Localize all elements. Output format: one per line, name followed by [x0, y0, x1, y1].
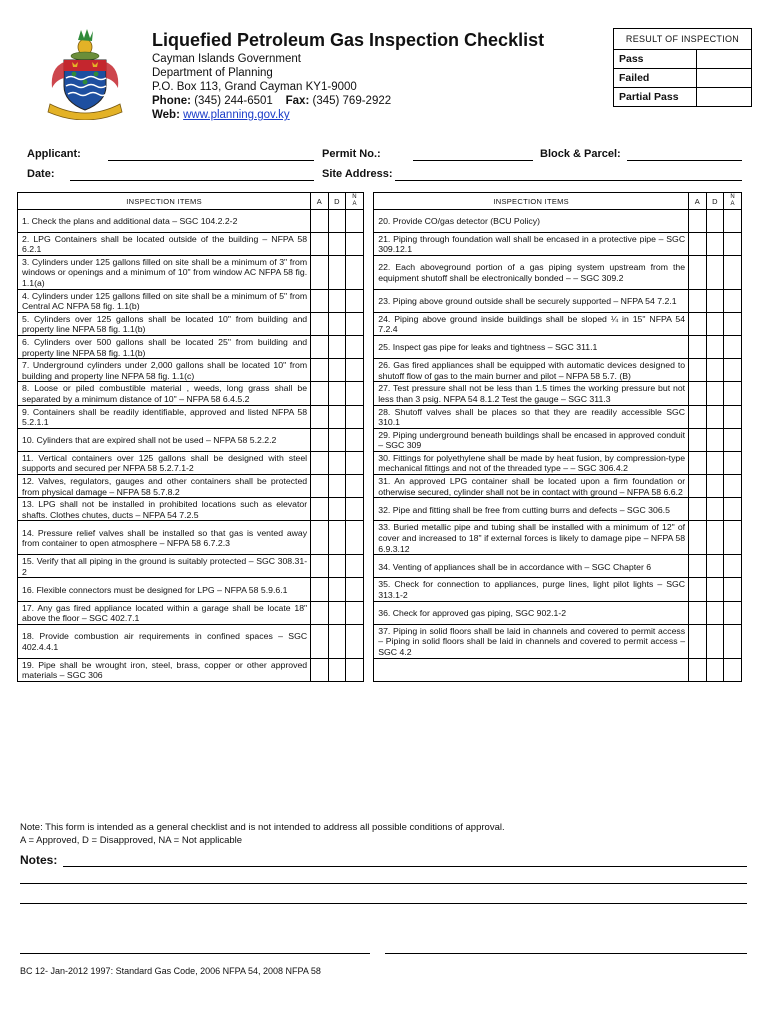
- permit-label: Permit No.:: [322, 148, 381, 160]
- right-approved-checkbox[interactable]: [689, 521, 707, 555]
- cayman-coat-of-arms-logo: [42, 28, 128, 120]
- date-field[interactable]: [70, 180, 314, 181]
- web-label: Web:: [152, 109, 180, 121]
- left-approved-checkbox[interactable]: [311, 658, 329, 681]
- left-na-checkbox[interactable]: [346, 255, 364, 289]
- block-parcel-label: Block & Parcel:: [540, 148, 621, 160]
- table-row: [18, 405, 742, 428]
- right-approved-checkbox[interactable]: [689, 382, 707, 405]
- right-disapproved-checkbox[interactable]: [706, 359, 724, 382]
- table-row: [18, 521, 742, 555]
- table-row: [18, 451, 742, 474]
- department-name: Department of Planning: [152, 67, 273, 79]
- fax-label: Fax:: [285, 95, 310, 107]
- right-inspection-item: 27. Test pressure shall not be less than 1.5 times the working pressure but not less than 3 psig. NFPA 54 8.1.2 Test the gauge – SGC 311.3: [374, 382, 689, 405]
- left-inspection-item: 1. Check the plans and additional data – SGC 104.2.2-2: [18, 210, 311, 233]
- left-approved-checkbox[interactable]: [311, 405, 329, 428]
- left-approved-checkbox[interactable]: [311, 335, 329, 358]
- table-row: [18, 428, 742, 451]
- left-items-header: INSPECTION ITEMS: [18, 193, 311, 210]
- left-disapproved-checkbox[interactable]: [328, 555, 346, 578]
- result-pass-label: Pass: [614, 50, 697, 69]
- right-na-checkbox[interactable]: [724, 428, 742, 451]
- right-disapproved-checkbox[interactable]: [706, 624, 724, 658]
- left-disapproved-checkbox[interactable]: [328, 359, 346, 382]
- result-partial-pass-label: Partial Pass: [614, 88, 697, 107]
- phone-label: Phone:: [152, 95, 191, 107]
- column-gap: [363, 555, 373, 578]
- left-na-checkbox[interactable]: [346, 451, 364, 474]
- left-na-checkbox[interactable]: [346, 521, 364, 555]
- left-na-checkbox[interactable]: [346, 601, 364, 624]
- column-gap: [363, 475, 373, 498]
- column-gap: [363, 601, 373, 624]
- right-approved-checkbox[interactable]: [689, 312, 707, 335]
- left-inspection-item: 5. Cylinders over 125 gallons shall be located 10" from building and property line NFPA 58 fig. 1.1(b): [18, 312, 311, 335]
- fax-number: (345) 769-2922: [312, 95, 392, 107]
- right-na-checkbox[interactable]: [724, 555, 742, 578]
- left-na-checkbox[interactable]: [346, 405, 364, 428]
- right-disapproved-checkbox[interactable]: [706, 521, 724, 555]
- right-approved-checkbox[interactable]: [689, 578, 707, 601]
- column-gap: [363, 232, 373, 255]
- right-na-checkbox[interactable]: [724, 255, 742, 289]
- right-inspection-item: 30. Fittings for polyethylene shall be made by heat fusion, by compression-type mechanical fittings and not of the threaded type – – SGC 306.4.2: [374, 451, 689, 474]
- left-disapproved-header: D: [328, 193, 346, 210]
- right-disapproved-checkbox[interactable]: [706, 405, 724, 428]
- table-row: [18, 255, 742, 289]
- left-approved-checkbox[interactable]: [311, 578, 329, 601]
- right-na-header: N A: [724, 193, 742, 210]
- right-na-checkbox[interactable]: [724, 624, 742, 658]
- right-inspection-item: 35. Check for connection to appliances, purge lines, light pilot lights – SGC 313.1-2: [374, 578, 689, 601]
- site-address-label: Site Address:: [322, 168, 393, 180]
- left-approved-checkbox[interactable]: [311, 475, 329, 498]
- right-approved-checkbox[interactable]: [689, 232, 707, 255]
- right-inspection-item: 28. Shutoff valves shall be places so that they are readily accessible SGC 310.1: [374, 405, 689, 428]
- result-failed-label: Failed: [614, 69, 697, 88]
- right-disapproved-checkbox[interactable]: [706, 210, 724, 233]
- right-na-checkbox[interactable]: [724, 210, 742, 233]
- right-disapproved-checkbox[interactable]: [706, 498, 724, 521]
- column-gap: [363, 289, 373, 312]
- left-disapproved-checkbox[interactable]: [328, 405, 346, 428]
- left-approved-checkbox[interactable]: [311, 451, 329, 474]
- right-inspection-item: 25. Inspect gas pipe for leaks and tightness – SGC 311.1: [374, 335, 689, 358]
- column-gap: [363, 405, 373, 428]
- right-items-header: INSPECTION ITEMS: [374, 193, 689, 210]
- postal-address: P.O. Box 113, Grand Cayman KY1-9000: [152, 81, 357, 93]
- right-na-checkbox[interactable]: [724, 498, 742, 521]
- left-disapproved-checkbox[interactable]: [328, 382, 346, 405]
- table-row: [18, 289, 742, 312]
- left-disapproved-checkbox[interactable]: [328, 658, 346, 681]
- left-na-checkbox[interactable]: [346, 658, 364, 681]
- table-row: [18, 498, 742, 521]
- phone-fax-line: [152, 95, 391, 107]
- right-disapproved-checkbox[interactable]: [706, 255, 724, 289]
- left-disapproved-checkbox[interactable]: [328, 428, 346, 451]
- left-approved-checkbox[interactable]: [311, 232, 329, 255]
- right-na-checkbox[interactable]: [724, 521, 742, 555]
- applicant-field[interactable]: [108, 160, 314, 161]
- column-gap: [363, 428, 373, 451]
- column-gap: [363, 335, 373, 358]
- left-inspection-item: 14. Pressure relief valves shall be installed so that gas is vented away from container to open atmosphere – NFPA 58 6.7.2.3: [18, 521, 311, 555]
- right-disapproved-checkbox[interactable]: [706, 232, 724, 255]
- left-na-checkbox[interactable]: [346, 289, 364, 312]
- left-inspection-item: 11. Vertical containers over 125 gallons shall be designed with steel supports and secured per NFPA 58 5.2.7.1-2: [18, 451, 311, 474]
- left-inspection-item: 8. Loose or piled combustible material , weeds, long grass shall be separated by a minimum distance of 10" – NFPA 58 6.4.5.2: [18, 382, 311, 405]
- left-na-checkbox[interactable]: [346, 335, 364, 358]
- right-disapproved-checkbox[interactable]: [706, 382, 724, 405]
- left-approved-checkbox[interactable]: [311, 289, 329, 312]
- left-inspection-item: 6. Cylinders over 500 gallons shall be located 25" from building and property line NFPA 58 fig. 1.1(b): [18, 335, 311, 358]
- right-disapproved-checkbox[interactable]: [706, 578, 724, 601]
- left-inspection-item: 18. Provide combustion air requirements in confined spaces – SGC 402.4.4.1: [18, 624, 311, 658]
- table-row: [18, 312, 742, 335]
- left-approved-checkbox[interactable]: [311, 498, 329, 521]
- right-approved-checkbox[interactable]: [689, 475, 707, 498]
- right-disapproved-checkbox[interactable]: [706, 475, 724, 498]
- right-inspection-item: 36. Check for approved gas piping, SGC 902.1-2: [374, 601, 689, 624]
- right-inspection-item: 33. Buried metallic pipe and tubing shall be installed with a minimum of 12" of cover and increased to 18" if external forces is likely to damage pipe – NFPA 58 6.9.3.12: [374, 521, 689, 555]
- table-row: [18, 658, 742, 681]
- block-parcel-field[interactable]: [627, 160, 742, 161]
- left-inspection-item: 17. Any gas fired appliance located within a garage shall be locate 18" above the floor – SGC 402.7.1: [18, 601, 311, 624]
- right-approved-checkbox[interactable]: [689, 658, 707, 681]
- right-approved-checkbox[interactable]: [689, 335, 707, 358]
- left-disapproved-checkbox[interactable]: [328, 335, 346, 358]
- column-gap: [363, 658, 373, 681]
- left-approved-checkbox[interactable]: [311, 624, 329, 658]
- column-gap: [363, 255, 373, 289]
- left-approved-header: A: [311, 193, 329, 210]
- notes-label: Notes:: [20, 853, 58, 867]
- right-na-checkbox[interactable]: [724, 451, 742, 474]
- right-approved-checkbox[interactable]: [689, 451, 707, 474]
- result-heading: RESULT OF INSPECTION: [614, 29, 752, 50]
- left-inspection-item: 2. LPG Containers shall be located outside of the building – NFPA 58 6.2.1: [18, 232, 311, 255]
- left-na-header: N A: [346, 193, 364, 210]
- left-disapproved-checkbox[interactable]: [328, 578, 346, 601]
- left-inspection-item: 15. Verify that all piping in the ground is suitably protected – SGC 308.31-2: [18, 555, 311, 578]
- right-inspection-item: 26. Gas fired appliances shall be equipped with automatic devices designed to shutoff flow of gas to the main burner and pilot – NFPA 58 5.7. (B): [374, 359, 689, 382]
- right-inspection-item: 34. Venting of appliances shall be in accordance with – SGC Chapter 6: [374, 555, 689, 578]
- code-reference-footer: BC 12- Jan-2012 1997: Standard Gas Code, 2006 NFPA 54, 2008 NFPA 58: [20, 966, 321, 976]
- right-na-checkbox[interactable]: [724, 405, 742, 428]
- right-disapproved-checkbox[interactable]: [706, 555, 724, 578]
- column-gap: [363, 451, 373, 474]
- right-approved-checkbox[interactable]: [689, 498, 707, 521]
- right-inspection-item: 32. Pipe and fitting shall be free from cutting burrs and defects – SGC 306.5: [374, 498, 689, 521]
- left-approved-checkbox[interactable]: [311, 210, 329, 233]
- table-row: [18, 578, 742, 601]
- right-na-checkbox[interactable]: [724, 382, 742, 405]
- table-row: [18, 601, 742, 624]
- left-disapproved-checkbox[interactable]: [328, 624, 346, 658]
- right-disapproved-header: D: [706, 193, 724, 210]
- right-approved-checkbox[interactable]: [689, 624, 707, 658]
- inspection-items-table: [17, 192, 742, 682]
- left-approved-checkbox[interactable]: [311, 359, 329, 382]
- right-disapproved-checkbox[interactable]: [706, 601, 724, 624]
- right-inspection-item: 20. Provide CO/gas detector (BCU Policy): [374, 210, 689, 233]
- right-disapproved-checkbox[interactable]: [706, 658, 724, 681]
- left-approved-checkbox[interactable]: [311, 521, 329, 555]
- left-na-checkbox[interactable]: [346, 498, 364, 521]
- right-disapproved-checkbox[interactable]: [706, 428, 724, 451]
- left-approved-checkbox[interactable]: [311, 312, 329, 335]
- table-row: [18, 359, 742, 382]
- left-na-checkbox[interactable]: [346, 210, 364, 233]
- left-disapproved-checkbox[interactable]: [328, 232, 346, 255]
- left-inspection-item: 12. Valves, regulators, gauges and other containers shall be protected from physical damage – NFPA 58 5.7.8.2: [18, 475, 311, 498]
- right-na-checkbox[interactable]: [724, 658, 742, 681]
- left-disapproved-checkbox[interactable]: [328, 498, 346, 521]
- left-disapproved-checkbox[interactable]: [328, 289, 346, 312]
- table-row: [18, 475, 742, 498]
- result-pass-box[interactable]: [697, 50, 752, 69]
- website-link[interactable]: www.planning.gov.ky: [183, 109, 290, 121]
- left-na-checkbox[interactable]: [346, 475, 364, 498]
- left-approved-checkbox[interactable]: [311, 382, 329, 405]
- table-row: [18, 232, 742, 255]
- right-na-checkbox[interactable]: [724, 601, 742, 624]
- general-checklist-note: Note: This form is intended as a general checklist and is not intended to address all possible conditions of approval.: [20, 822, 505, 833]
- right-approved-checkbox[interactable]: [689, 255, 707, 289]
- table-row: [18, 382, 742, 405]
- left-disapproved-checkbox[interactable]: [328, 521, 346, 555]
- column-gap: [363, 624, 373, 658]
- left-approved-checkbox[interactable]: [311, 555, 329, 578]
- column-gap: [363, 312, 373, 335]
- left-na-checkbox[interactable]: [346, 578, 364, 601]
- table-row: [18, 335, 742, 358]
- permit-field[interactable]: [413, 160, 533, 161]
- right-inspection-item: [374, 658, 689, 681]
- left-approved-checkbox[interactable]: [311, 601, 329, 624]
- left-approved-checkbox[interactable]: [311, 428, 329, 451]
- right-inspection-item: 31. An approved LPG container shall be located upon a firm foundation or otherwise secured, cylinder shall not be in contact with ground – NFPA 58 6.6.2: [374, 475, 689, 498]
- left-disapproved-checkbox[interactable]: [328, 601, 346, 624]
- site-address-field[interactable]: [395, 180, 742, 181]
- left-na-checkbox[interactable]: [346, 624, 364, 658]
- right-inspection-item: 29. Piping underground beneath buildings shall be encased in approved conduit – SGC 309: [374, 428, 689, 451]
- right-approved-checkbox[interactable]: [689, 405, 707, 428]
- left-inspection-item: 9. Containers shall be readily identifiable, approved and listed NFPA 58 5.2.1.1: [18, 405, 311, 428]
- right-na-checkbox[interactable]: [724, 335, 742, 358]
- right-inspection-item: 22. Each aboveground portion of a gas piping system upstream from the equipment shutoff shall be electronically bonded – – SGC 309.2: [374, 255, 689, 289]
- left-inspection-item: 10. Cylinders that are expired shall not be used – NFPA 58 5.2.2.2: [18, 428, 311, 451]
- left-inspection-item: 13. LPG shall not be installed in prohibited locations such as elevator shafts. Clothes chutes, ducts – NFPA 54 7.2.5: [18, 498, 311, 521]
- org-name: Cayman Islands Government: [152, 53, 301, 65]
- right-approved-checkbox[interactable]: [689, 555, 707, 578]
- result-of-inspection-box: [613, 28, 752, 107]
- left-na-checkbox[interactable]: [346, 382, 364, 405]
- document-title: Liquefied Petroleum Gas Inspection Checklist: [152, 30, 545, 50]
- left-na-checkbox[interactable]: [346, 428, 364, 451]
- left-disapproved-checkbox[interactable]: [328, 312, 346, 335]
- column-gap: [363, 210, 373, 233]
- left-approved-checkbox[interactable]: [311, 255, 329, 289]
- left-disapproved-checkbox[interactable]: [328, 475, 346, 498]
- left-disapproved-checkbox[interactable]: [328, 451, 346, 474]
- date-signature-line[interactable]: [385, 953, 747, 954]
- left-inspection-item: 7. Underground cylinders under 2,000 gallons shall be located 10" from building and property line NFPA 58 fig. 1.1(c): [18, 359, 311, 382]
- table-row: [18, 555, 742, 578]
- left-inspection-item: 4. Cylinders under 125 gallons filled on site shall be a minimum of 5" from Central AC NFPA 58 fig. 1.1(b): [18, 289, 311, 312]
- right-disapproved-checkbox[interactable]: [706, 312, 724, 335]
- column-gap: [363, 193, 373, 210]
- right-na-checkbox[interactable]: [724, 232, 742, 255]
- applicant-label: Applicant:: [27, 148, 81, 160]
- right-approved-checkbox[interactable]: [689, 289, 707, 312]
- approval-legend: A = Approved, D = Disapproved, NA = Not applicable: [20, 835, 243, 846]
- left-inspection-item: 16. Flexible connectors must be designed for LPG – NFPA 58 5.9.6.1: [18, 578, 311, 601]
- date-label: Date:: [27, 168, 55, 180]
- phone-number: (345) 244-6501: [194, 95, 273, 107]
- left-inspection-item: 3. Cylinders under 125 gallons filled on site shall be a minimum of 3" from windows or openings and a minimum of 10" from window AC NFPA 58 fig. 1.1(a): [18, 255, 311, 289]
- right-approved-checkbox[interactable]: [689, 601, 707, 624]
- notes-line-2[interactable]: [20, 883, 747, 884]
- notes-line-3[interactable]: [20, 903, 747, 904]
- right-approved-checkbox[interactable]: [689, 359, 707, 382]
- left-na-checkbox[interactable]: [346, 555, 364, 578]
- left-disapproved-checkbox[interactable]: [328, 210, 346, 233]
- right-disapproved-checkbox[interactable]: [706, 451, 724, 474]
- column-gap: [363, 521, 373, 555]
- left-na-checkbox[interactable]: [346, 359, 364, 382]
- right-inspection-item: 37. Piping in solid floors shall be laid in channels and covered to permit access – Piping in solid floors shall be laid in channels and covered to permit access – SGC 4.2: [374, 624, 689, 658]
- right-na-checkbox[interactable]: [724, 475, 742, 498]
- right-approved-checkbox[interactable]: [689, 428, 707, 451]
- right-inspection-item: 24. Piping above ground inside buildings shall be sloped ¼ in 15" NFPA 54 7.2.4: [374, 312, 689, 335]
- right-na-checkbox[interactable]: [724, 359, 742, 382]
- inspector-signature-line[interactable]: [20, 953, 370, 954]
- right-inspection-item: 21. Piping through foundation wall shall be encased in a protective pipe – SGC 309.12.1: [374, 232, 689, 255]
- result-failed-box[interactable]: [697, 69, 752, 88]
- right-approved-header: A: [689, 193, 707, 210]
- left-disapproved-checkbox[interactable]: [328, 255, 346, 289]
- notes-line-1[interactable]: [63, 866, 747, 867]
- right-approved-checkbox[interactable]: [689, 210, 707, 233]
- column-gap: [363, 359, 373, 382]
- right-disapproved-checkbox[interactable]: [706, 289, 724, 312]
- right-inspection-item: 23. Piping above ground outside shall be securely supported – NFPA 54 7.2.1: [374, 289, 689, 312]
- right-disapproved-checkbox[interactable]: [706, 335, 724, 358]
- right-na-checkbox[interactable]: [724, 578, 742, 601]
- right-na-checkbox[interactable]: [724, 312, 742, 335]
- right-na-checkbox[interactable]: [724, 289, 742, 312]
- table-row: [18, 624, 742, 658]
- left-na-checkbox[interactable]: [346, 312, 364, 335]
- column-gap: [363, 498, 373, 521]
- web-line: [152, 109, 290, 121]
- result-partial-pass-box[interactable]: [697, 88, 752, 107]
- column-gap: [363, 382, 373, 405]
- left-na-checkbox[interactable]: [346, 232, 364, 255]
- column-gap: [363, 578, 373, 601]
- table-row: [18, 210, 742, 233]
- left-inspection-item: 19. Pipe shall be wrought iron, steel, brass, copper or other approved materials – SGC 306: [18, 658, 311, 681]
